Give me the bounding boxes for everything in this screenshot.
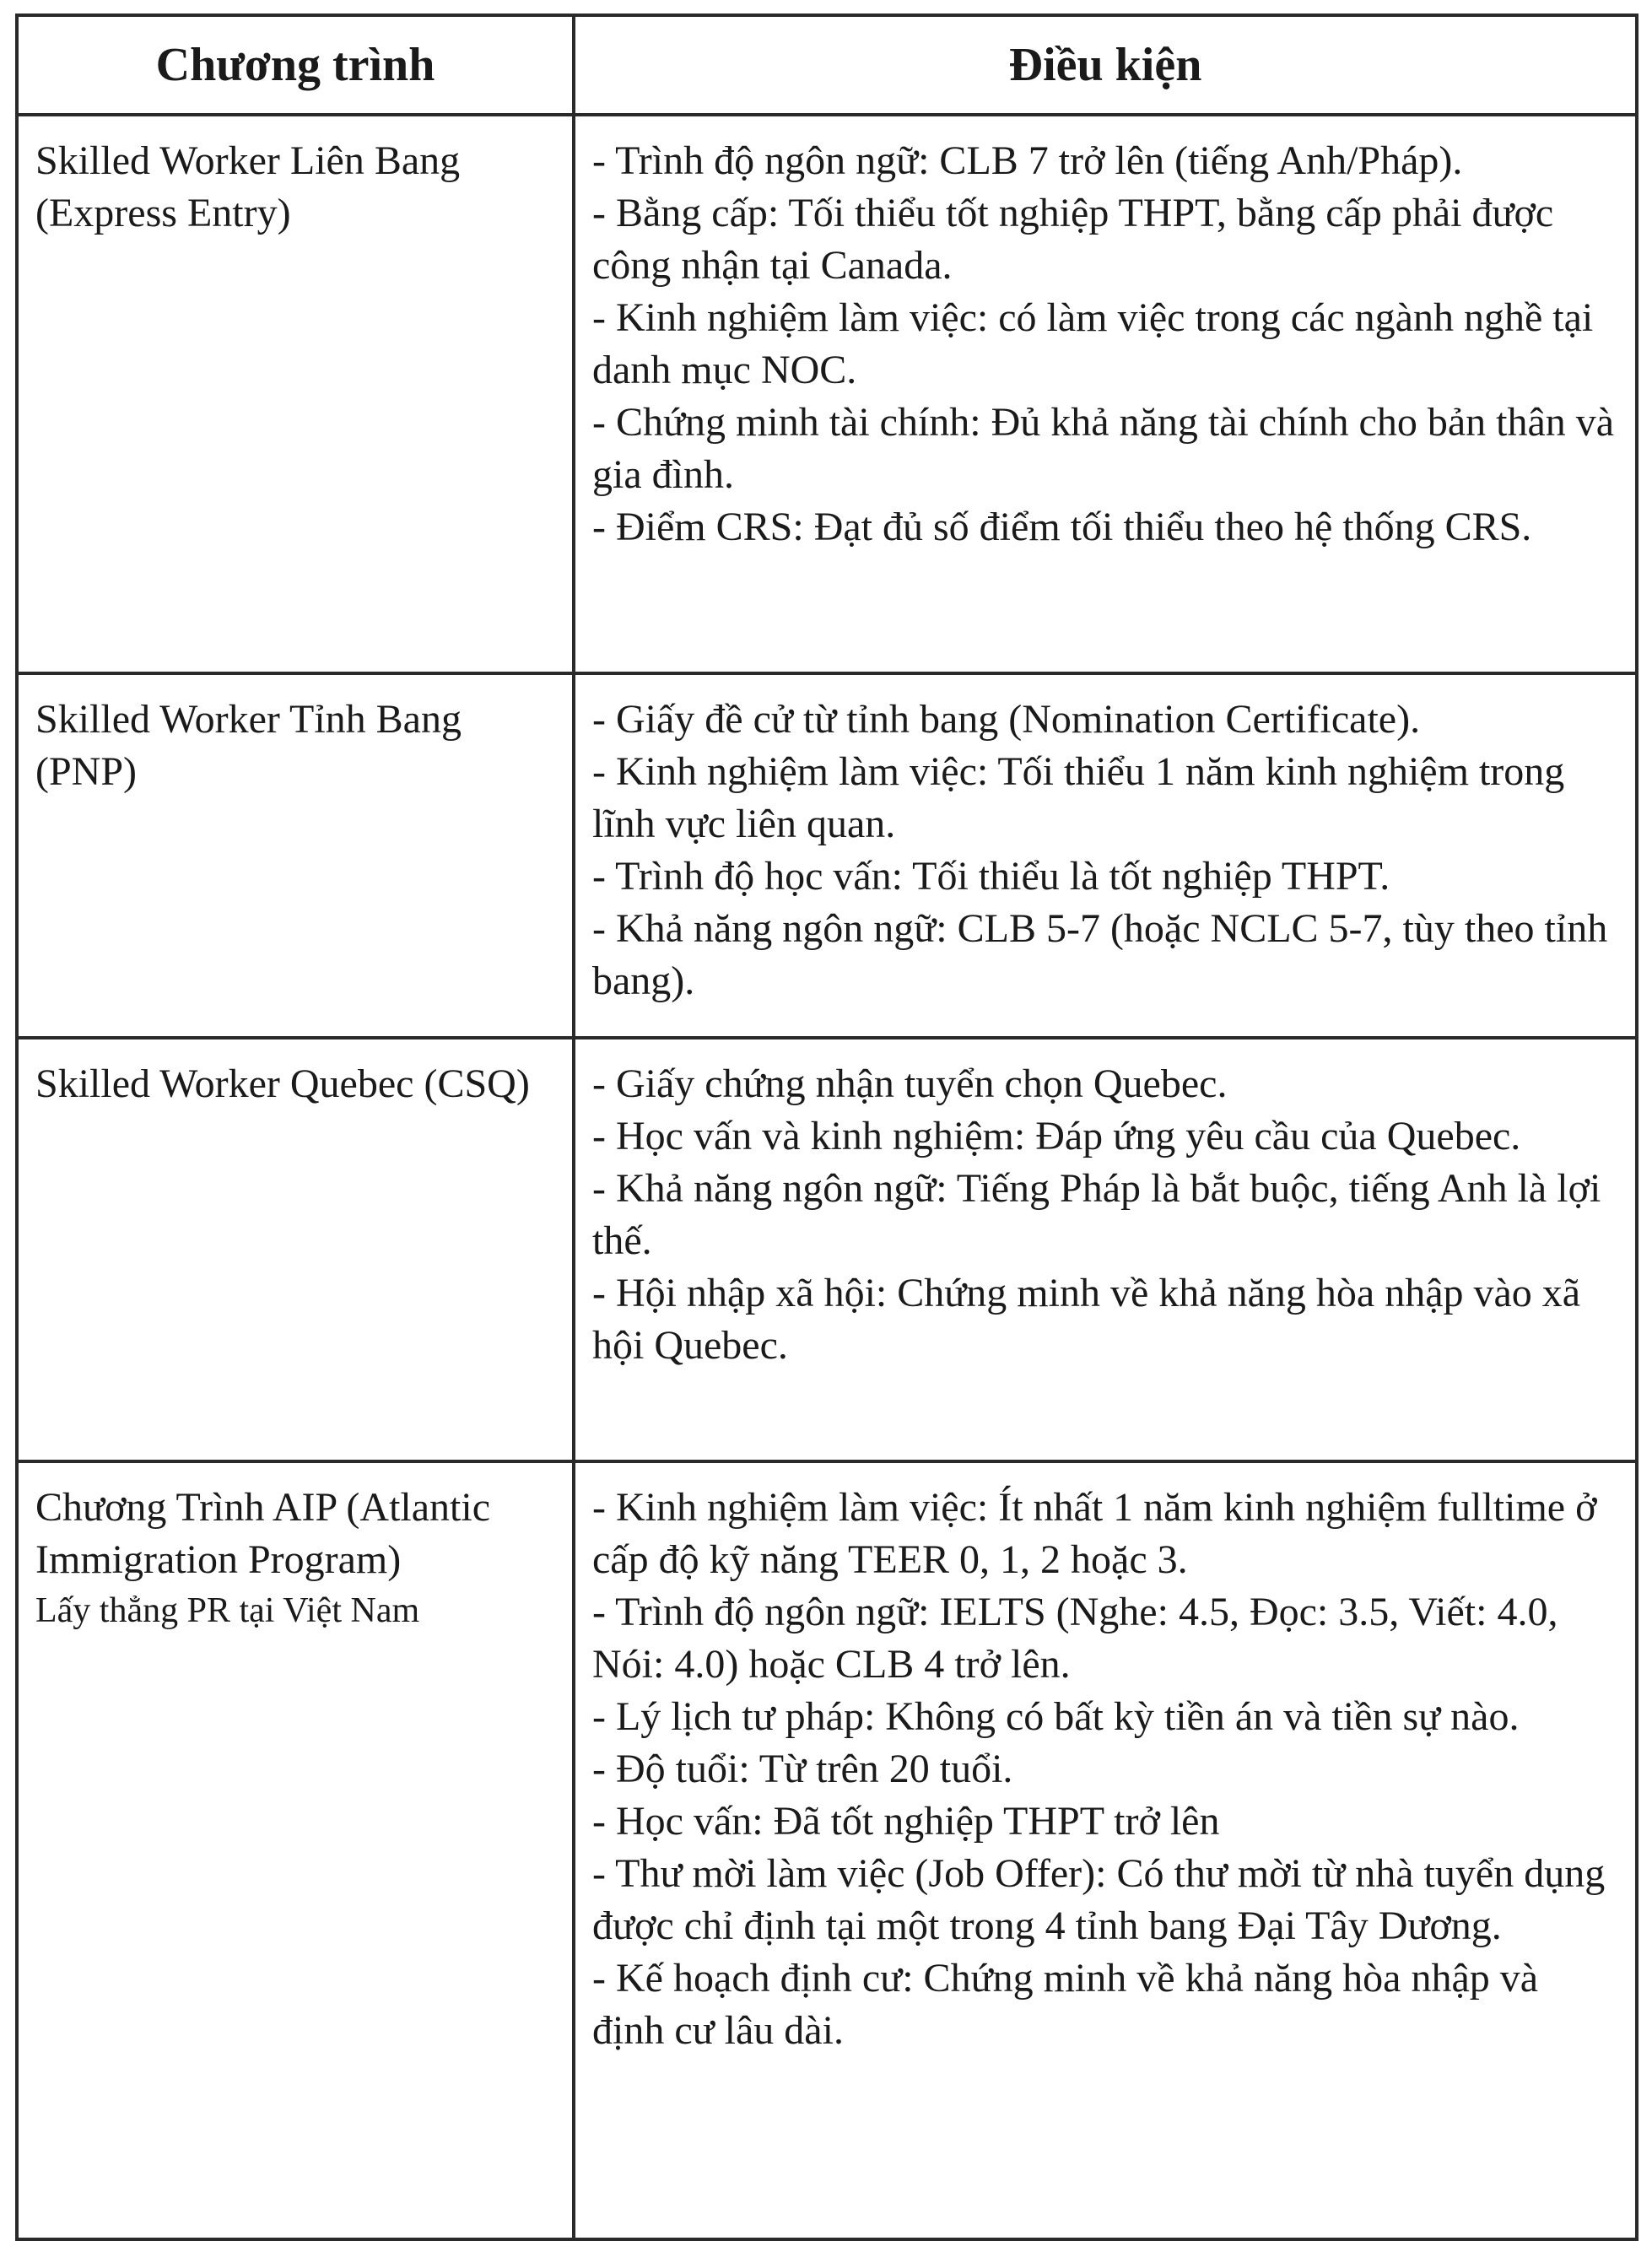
condition-item: - Thư mời làm việc (Job Offer): Có thư mời từ nhà tuyển dụng được chỉ định tại một trong 4 tỉnh bang Đại Tây Dương.	[592, 1851, 1606, 1948]
condition-item: - Bằng cấp: Tối thiểu tốt nghiệp THPT, bằng cấp phải được công nhận tại Canada.	[592, 191, 1554, 288]
condition-item: - Kế hoạch định cư: Chứng minh về khả năng hòa nhập và định cư lâu dài.	[592, 1956, 1539, 2053]
program-conditions-table	[15, 14, 1639, 2241]
condition-item: - Học vấn: Đã tốt nghiệp THPT trở lên	[592, 1799, 1220, 1844]
conditions-cell	[574, 673, 1637, 1038]
condition-item: - Kinh nghiệm làm việc: Ít nhất 1 năm kinh nghiệm fulltime ở cấp độ kỹ năng TEER 0, 1, 2 hoặc 3.	[592, 1485, 1597, 1582]
conditions-cell	[574, 1461, 1637, 2239]
condition-item: - Kinh nghiệm làm việc: có làm việc trong các ngành nghề tại danh mục NOC.	[592, 295, 1594, 392]
condition-item: - Điểm CRS: Đạt đủ số điểm tối thiểu theo hệ thống CRS.	[592, 505, 1532, 549]
table-row	[17, 1038, 1637, 1461]
condition-item: - Giấy chứng nhận tuyển chọn Quebec.	[592, 1061, 1228, 1106]
condition-item: - Trình độ học vấn: Tối thiểu là tốt nghiệp THPT.	[592, 854, 1390, 899]
program-cell	[17, 1461, 574, 2239]
table-header-row	[17, 15, 1637, 115]
program-name: Chương Trình AIP (Atlantic Immigration Program)	[35, 1485, 491, 1582]
header-program: Chương trình	[17, 15, 574, 115]
condition-item: - Giấy đề cử từ tỉnh bang (Nomination Certificate).	[592, 697, 1421, 742]
program-cell	[17, 673, 574, 1038]
condition-item: - Trình độ ngôn ngữ: IELTS (Nghe: 4.5, Đọc: 3.5, Viết: 4.0, Nói: 4.0) hoặc CLB 4 trở lên.	[592, 1590, 1558, 1687]
condition-item: - Khả năng ngôn ngữ: Tiếng Pháp là bắt buộc, tiếng Anh là lợi thế.	[592, 1166, 1601, 1263]
condition-item: - Độ tuổi: Từ trên 20 tuổi.	[592, 1747, 1013, 1791]
condition-item: - Học vấn và kinh nghiệm: Đáp ứng yêu cầu của Quebec.	[592, 1114, 1521, 1158]
table-row	[17, 115, 1637, 673]
program-name: Skilled Worker Tỉnh Bang (PNP)	[35, 697, 462, 794]
condition-item: - Chứng minh tài chính: Đủ khả năng tài chính cho bản thân và gia đình.	[592, 400, 1615, 497]
program-name: Skilled Worker Liên Bang (Express Entry)	[35, 138, 461, 235]
condition-item: - Kinh nghiệm làm việc: Tối thiểu 1 năm kinh nghiệm trong lĩnh vực liên quan.	[592, 749, 1565, 846]
conditions-cell	[574, 1038, 1637, 1461]
condition-item: - Lý lịch tư pháp: Không có bất kỳ tiền án và tiền sự nào.	[592, 1694, 1520, 1739]
program-name: Skilled Worker Quebec (CSQ)	[35, 1061, 530, 1106]
condition-item: - Trình độ ngôn ngữ: CLB 7 trở lên (tiếng Anh/Pháp).	[592, 138, 1463, 183]
condition-item: - Khả năng ngôn ngữ: CLB 5-7 (hoặc NCLC 5-7, tùy theo tỉnh bang).	[592, 906, 1608, 1003]
program-cell	[17, 1038, 574, 1461]
program-cell	[17, 115, 574, 673]
header-conditions: Điều kiện	[574, 15, 1637, 115]
condition-item: - Hội nhập xã hội: Chứng minh về khả năng hòa nhập vào xã hội Quebec.	[592, 1271, 1581, 1368]
table-row	[17, 1461, 1637, 2239]
program-note: Lấy thẳng PR tại Việt Nam	[35, 1591, 420, 1630]
table-row	[17, 673, 1637, 1038]
conditions-cell	[574, 115, 1637, 673]
